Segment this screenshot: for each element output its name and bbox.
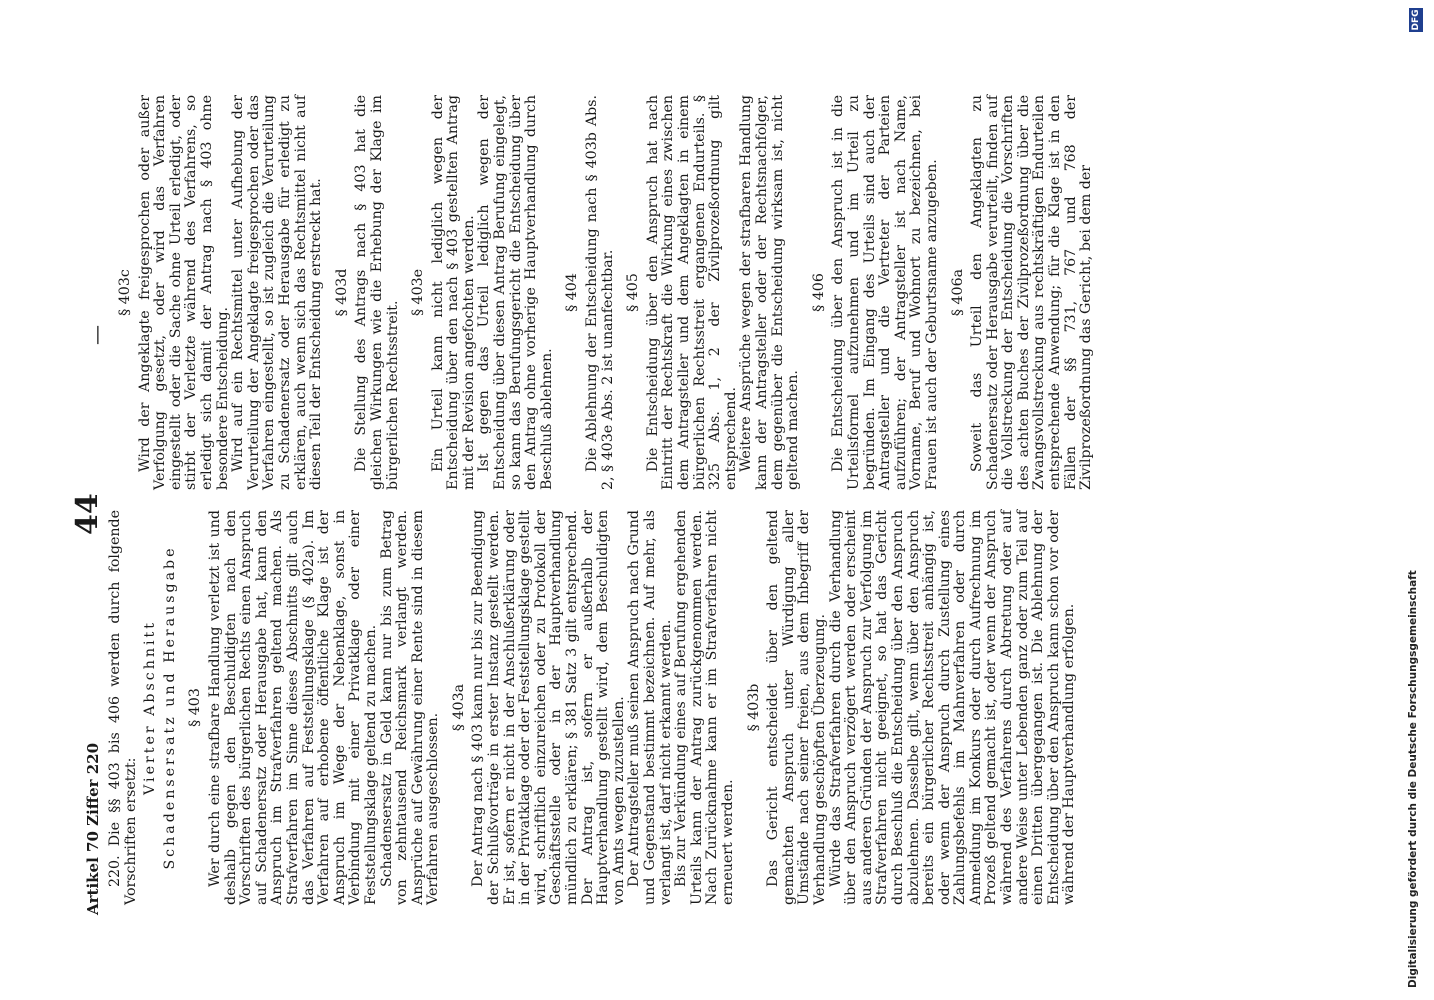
page-number: 44 — [70, 493, 105, 535]
text-406-1: Die Entscheidung über den Anspruch ist in die Urteilsformel aufzunehmen und im Urteil zu begründen. Im Eingang des Urteils sind auch der Antragsteller und die Vertreter der Parteien aufzuführen; der Antragsteller ist nach Name, Vorname, Beruf und Wohnort zu bezeichnen, bei Frauen ist auch der Geburtsname anzugeben. — [830, 95, 940, 490]
paragraph-heading-403: § 403 — [187, 688, 204, 727]
text-403a-1: Der Antrag nach § 403 kann nur bis zur Beendigung der Schlußvorträge in erster Instanz gestellt werden. Er ist, sofern er nicht in der Anschlußerklärung oder in der Privatklage oder der Feststellungsklage gestellt wird, schriftlich einzureichen oder zu Protokoll der Geschäftsstelle oder in der Hauptverhandlung mündlich zu erklären; § 381 Satz 3 gilt entsprechend. Der Antrag ist, sofern er außerhalb der Hauptverhandlung gestellt wird, dem Beschuldigten von Amts wegen zuzustellen. — [470, 510, 627, 905]
text-403d-1: Die Stellung des Antrags nach § 403 hat die gleichen Wirkungen wie die Erhebung der Klage im bürgerlichen Rechtsstreit. — [353, 95, 401, 490]
text-404-1: Die Ablehnung der Entscheidung nach § 403b Abs. 2, § 403e Abs. 2 ist unanfechtbar. — [584, 95, 616, 490]
section-subtitle: Schadensersatz und Herausgabe — [161, 545, 178, 870]
intro-paragraph: 220. Die §§ 403 bis 406 werden durch folgende Vorschriften ersetzt: — [107, 510, 139, 905]
right-column — [108, 95, 1095, 490]
text-405-2: Weitere Ansprüche wegen der strafbaren Handlung kann der Antragsteller oder der Rechtsnachfolger, dem gegenüber die Entscheidung wirksam ist, nicht geltend machen. — [738, 95, 802, 490]
text-403-2: Schadensersatz in Geld kann nur bis zum Betrag von zehntausend Reichsmark verlangt werden. Ansprüche auf Gewährung einer Rente sind in diesem Verfahren ausgeschlossen. — [378, 510, 442, 905]
credit-text: Digitalisierung gefördert durch die Deutsche Forschungsgemeinschaft — [1407, 570, 1419, 988]
paragraph-heading-403d: § 403d — [333, 268, 350, 317]
paragraph-heading-404: § 404 — [564, 273, 581, 312]
text-403c-1: Wird der Angeklagte freigesprochen oder außer Verfolgung gesetzt, oder wird das Verfahren eingestellt oder die Sache ohne Urteil erledigt, oder stirbt der Verletzte während des Verfahrens, so erledigt sich damit der Antrag nach § 403 ohne besondere Entscheidung. — [136, 95, 231, 490]
left-column — [108, 510, 1078, 905]
text-403b-1: Das Gericht entscheidet über den geltend gemachten Anspruch unter Würdigung aller Umstände nach seiner freien, aus dem Inbegriff der Verhandlung geschöpften Überzeugung. — [765, 510, 828, 905]
header-dash: — — [84, 325, 108, 345]
digitization-credit — [1405, 0, 1429, 1000]
article-reference: Artikel 70 Ziffer 220 — [84, 742, 102, 915]
text-403e-1: Ein Urteil kann nicht lediglich wegen der Entscheidung über den nach § 403 gestellten Antrag mit der Revision angefochten werden. — [429, 95, 477, 490]
text-403a-2: Der Antragsteller muß seinen Anspruch nach Grund und Gegenstand bestimmt bezeichnen. Auf mehr, als verlangt ist, darf nicht erkannt werden. — [626, 510, 674, 905]
text-403-1: Wer durch eine strafbare Handlung verletzt ist und deshalb gegen den Beschuldigten nach den Vorschriften des bürgerlichen Rechts einen Anspruch auf Schadenersatz oder Herausgabe hat, kann den Anspruch im Strafverfahren geltend machen. Als Strafverfahren im Sinne dieses Abschnitts gilt auch das Verfahren auf Feststellungsklage (§ 402a). Im Verfahren auf erhobene öffentliche Klage ist der Anspruch im Wege der Nebenklage, sonst in Verbindung mit einer Privatklage oder einer Feststellungsklage geltend zu machen. — [206, 510, 379, 905]
text-403c-2: Wird auf ein Rechtsmittel unter Aufhebung der Verurteilung der Angeklagte freigesprochen oder das Verfahren eingestellt, so ist zugleich die Verurteilung zu Schadenersatz oder Herausgabe für erledigt zu erklären, auch wenn sich das Rechtsmittel nicht auf diesen Teil der Entscheidung erstreckt hat. — [230, 95, 325, 490]
dfg-logo-icon: DFG — [1411, 9, 1421, 31]
text-405-1: Die Entscheidung über den Anspruch hat nach Eintritt der Rechtskraft die Wirkung eines zwischen dem Antragsteller und dem Angeklagten in einem bürgerlichen Rechtsstreit ergangenen Endurteils. § 325 Abs. 1, 2 der Zivilprozeßordnung gilt entsprechend. — [644, 95, 739, 490]
text-403e-2: Ist gegen das Urteil lediglich wegen der Entscheidung über diesen Antrag Berufung eingelegt, so kann das Berufungsgericht die Entscheidung über den Antrag ohne vorherige Hauptverhandlung durch Beschluß ablehnen. — [476, 95, 555, 490]
paragraph-heading-405: § 405 — [625, 273, 642, 312]
paragraph-heading-403a: § 403a — [450, 683, 467, 732]
text-403b-2: Würde das Strafverfahren durch die Verhandlung über den Anspruch verzögert werden oder erscheint aus anderen Gründen der Anspruch zur Verfolgung im Strafverfahren nicht geeignet, so hat das Gericht durch Beschluß die Entscheidung über den Anspruch abzulehnen. Dasselbe gilt, wenn über den Anspruch bereits ein bürgerlicher Rechtsstreit anhängig ist, oder wenn der Anspruch durch Zustellung eines Zahlungsbefehls im Mahnverfahren oder durch Anmeldung im Konkurs oder durch Aufrechnung im Prozeß geltend gemacht ist, oder wenn der Anspruch während des Verfahrens durch Abtretung oder auf andere Weise unter Lebenden ganz oder zum Teil auf einen Dritten übergegangen ist. Die Ablehnung der Entscheidung über den Anspruch kann schon vor oder während der Hauptverhandlung erfolgen. — [827, 510, 1078, 905]
paragraph-heading-406a: § 406a — [949, 268, 966, 317]
paragraph-heading-403b: § 403b — [745, 683, 762, 732]
paragraph-heading-403c: § 403c — [117, 269, 133, 316]
paragraph-heading-406: § 406 — [810, 273, 827, 312]
section-title: Vierter Abschnitt — [142, 620, 159, 795]
text-403a-3: Bis zur Verkündung eines auf Berufung ergehenden Urteils kann der Antrag zurückgenommen werden. Nach Zurücknahme kann er im Strafverfahren nicht erneuert werden. — [673, 510, 736, 905]
page-header — [70, 85, 110, 915]
text-406a-1: Soweit das Urteil den Angeklagten zu Schadenersatz oder Herausgabe verurteilt, finden auf die Vollstreckung der Entscheidung die Vorschriften des achten Buches der Zivilprozeßordnung über die Zwangsvollstreckung aus rechtskräftigen Endurteilen entsprechende Anwendung; für die Klage ist in den Fällen der §§ 731, 767 und 768 der Zivilprozeßordnung das Gericht, bei dem der — [969, 95, 1095, 490]
paragraph-heading-403e: § 403e — [410, 268, 427, 317]
